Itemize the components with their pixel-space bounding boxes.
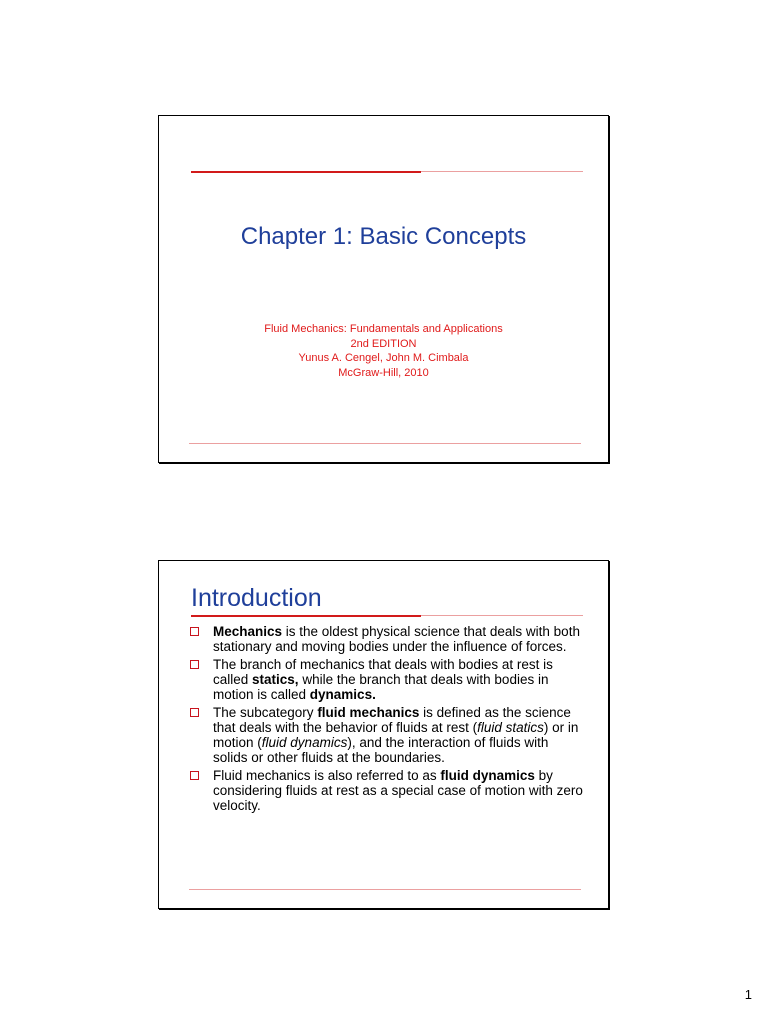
bottom-rule xyxy=(189,443,581,444)
top-rule-thin xyxy=(421,171,583,172)
introduction-slide xyxy=(158,560,609,909)
bullet-item xyxy=(188,624,586,654)
bullet-list xyxy=(188,624,586,816)
square-bullet-icon xyxy=(190,771,199,780)
bullet-text: The subcategory xyxy=(213,705,318,720)
bullet-text: ), and the interaction of fluids with solids or other fluids at the boundaries. xyxy=(213,735,549,765)
bullet-text: by considering fluids at rest as a special case of motion with zero velocity. xyxy=(213,768,583,813)
title-rule-thin xyxy=(421,615,583,616)
bullet-text: is the oldest physical science that deals with both stationary and moving bodies under the influence of forces. xyxy=(213,624,580,654)
page-number: 1 xyxy=(744,987,752,1002)
bullet-text: is defined as the science that deals with the behavior of fluids at rest ( xyxy=(213,705,571,735)
reference-line-authors: Yunus A. Cengel, John M. Cimbala xyxy=(298,352,469,364)
italic-term: fluid dynamics xyxy=(261,735,348,750)
bullet-text: The branch of mechanics that deals with bodies at rest is called xyxy=(213,657,553,687)
bold-term: dynamics. xyxy=(309,687,376,702)
reference-line-book: Fluid Mechanics: Fundamentals and Applications xyxy=(264,323,503,335)
bold-term: statics, xyxy=(252,672,299,687)
book-reference xyxy=(159,322,608,380)
chapter-title: Chapter 1: Basic Concepts xyxy=(240,223,527,250)
bullet-item xyxy=(188,768,586,813)
bold-term: Mechanics xyxy=(213,624,283,639)
reference-line-publisher: McGraw-Hill, 2010 xyxy=(338,366,429,379)
title-slide xyxy=(158,115,609,463)
title-rule-thick xyxy=(191,615,421,617)
bottom-rule xyxy=(189,889,581,890)
bullet-text: ) or in motion ( xyxy=(213,720,579,750)
top-rule-thick xyxy=(191,171,421,173)
bullet-text: while the branch that deals with bodies in motion is called xyxy=(213,672,549,702)
italic-term: fluid statics xyxy=(477,720,544,735)
bold-term: fluid dynamics xyxy=(440,768,535,783)
bold-term: fluid mechanics xyxy=(317,705,420,720)
bullet-text: Fluid mechanics is also referred to as xyxy=(213,768,441,783)
square-bullet-icon xyxy=(190,627,199,636)
square-bullet-icon xyxy=(190,660,199,669)
bullet-item xyxy=(188,705,586,765)
slide-title: Introduction xyxy=(191,584,322,612)
bullet-item xyxy=(188,657,586,702)
square-bullet-icon xyxy=(190,708,199,717)
reference-line-edition: 2nd EDITION xyxy=(350,337,417,350)
